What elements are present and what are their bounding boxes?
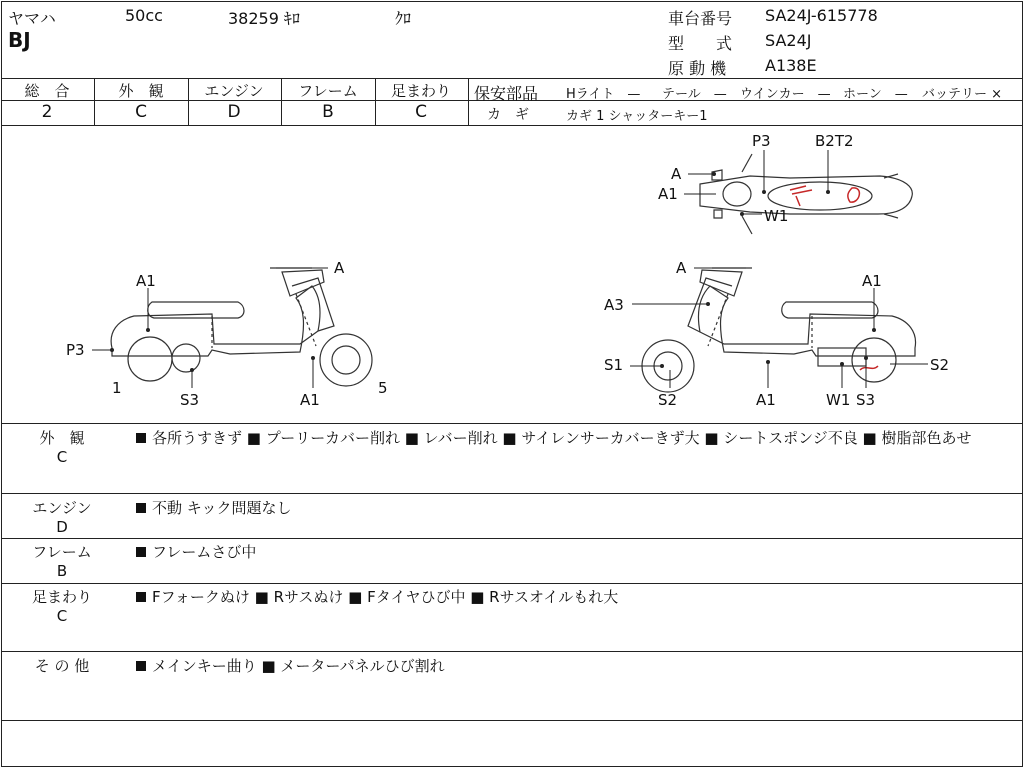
top-label-p3: P3 [752,132,771,150]
key-value: カギ 1 シャッターキー1 [566,109,708,124]
maker: ヤマハ [8,9,56,28]
right-label-a3: A3 [604,296,624,314]
remark-exterior-category: 外 観 C [39,429,85,466]
top-label-b2t2: B2T2 [815,132,854,150]
remark-frame-text: フレームさび中 [136,541,256,563]
remark-other-category: そ の 他 [34,657,90,675]
engine-value: A138E [765,56,817,75]
mileage: 38259 ｷﾛ [228,9,300,28]
grade-suspension-value: C [415,102,427,122]
safety-winker: ウインカー — [740,87,831,102]
remark-engine-text: 不動 キック問題なし [136,497,291,519]
color: ｸﾛ [395,9,412,28]
top-label-a: A [671,165,682,183]
safety-horn: ホーン — [843,87,908,102]
left-label-s3: S3 [180,391,200,409]
left-label-p3: P3 [66,341,85,359]
safety-headlight: Hライト — [566,87,641,102]
right-label-a: A [676,259,687,277]
grade-total-label: 総 合 [24,82,70,100]
remark-suspension-category: 足まわり C [31,588,92,625]
model-name: BJ [8,28,31,52]
damage-diagram [0,126,1024,422]
remark-engine-category: エンジン D [32,499,92,536]
safety-tail: テール — [662,87,727,102]
left-label-a: A [334,259,345,277]
safety-label: 保安部品 [474,84,539,103]
key-label: カ ギ [487,107,529,123]
left-label-1: 1 [112,379,122,397]
scooter-top-outline [700,154,912,234]
remark-exterior-text: 各所うすきず ■ プーリーカバー削れ ■ レバー削れ ■ サイレンサーカバーきず大 ■ シートスポンジ不良 ■ 樹脂部色あせ [136,427,1006,449]
right-label-a1-bottom: A1 [756,391,776,409]
grade-engine-label: エンジン [204,82,264,100]
remark-frame-category: フレーム B [32,543,92,580]
type-label: 型 式 [668,34,733,53]
top-label-a1: A1 [658,185,678,203]
right-label-a1-top: A1 [862,272,882,290]
frame-no: SA24J-615778 [765,6,878,25]
type-value: SA24J [765,31,812,50]
right-label-s2-side: S2 [930,356,950,374]
right-label-s1: S1 [604,356,624,374]
grade-engine-value: D [227,102,241,122]
divider [1,423,1022,424]
left-label-a1-top: A1 [136,272,156,290]
grade-exterior-value: C [135,102,147,122]
displacement: 50cc [125,6,163,25]
safety-battery: バッテリー × [922,87,1003,102]
right-label-s3: S3 [856,391,876,409]
grade-total-value: 2 [41,102,53,122]
left-label-5: 5 [378,379,388,397]
left-label-a1-bottom: A1 [300,391,320,409]
grade-frame-value: B [322,102,334,122]
right-label-w1: W1 [826,391,851,409]
engine-label: 原 動 機 [668,59,727,78]
frame-no-label: 車台番号 [668,9,733,28]
remark-other-text: メインキー曲り ■ メーターパネルひび割れ [136,655,445,677]
right-label-s2-bottom: S2 [658,391,678,409]
grade-exterior-label: 外 観 [118,82,164,100]
top-label-w1: W1 [764,207,789,225]
grade-suspension-label: 足まわり [390,82,452,100]
divider [1,78,1022,79]
remark-suspension-text: Fフォークぬけ ■ Rサスぬけ ■ Fタイヤひび中 ■ Rサスオイルもれ大 [136,586,618,608]
grade-frame-label: フレーム [298,82,358,100]
